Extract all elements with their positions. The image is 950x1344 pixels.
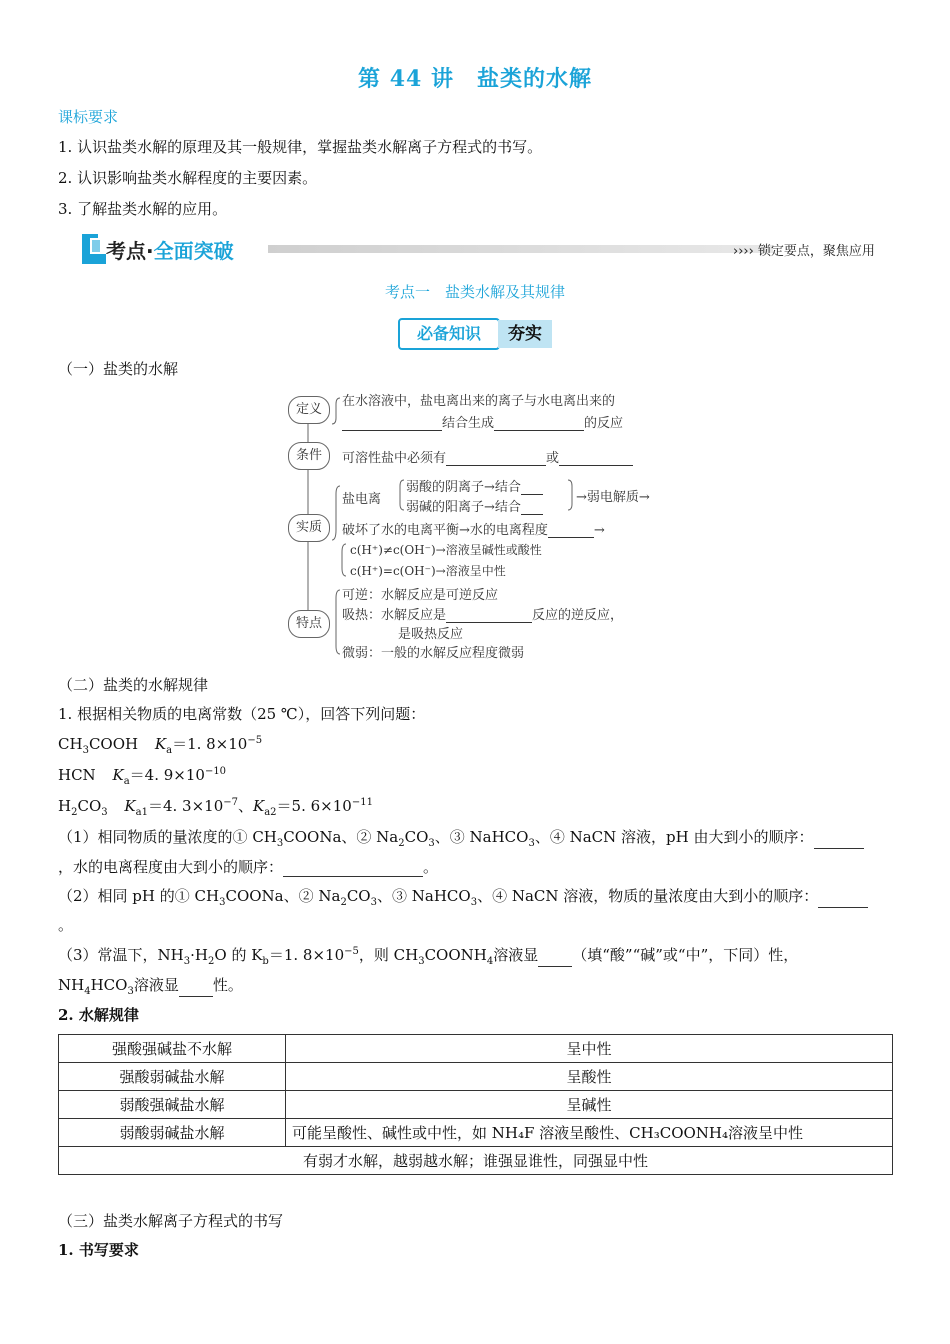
kaodian-title: 考点一 盐类水解及其规律 [384,283,565,301]
feature-2-cont: 是吸热反应 [398,627,464,642]
table-row [59,1035,893,1063]
definition-line-2: 结合生成 的反应 [342,412,623,431]
question-1-cont: ，水的电离程度由大到小的顺序： 。 [58,858,439,876]
condition-line: 可溶性盐中必须有 或 [342,447,633,466]
table-row [59,1091,893,1119]
banner-label-a: 考点 [106,239,146,263]
node-feature: 特点 [288,610,330,638]
requirement-item: 1. 认识盐类水解的原理及其一般规律，掌握盐类水解离子方程式的书写。 [58,138,543,156]
table-row [59,1147,893,1175]
definition-line-1: 在水溶液中，盐电离出来的离子与水电离出来的 [342,394,616,409]
table-row [59,1063,893,1091]
question-3: （3）常温下，$NH_3\cdot H_2O$ 的 $K_b=1$. $8\times 10^{-5}$，则 $CH_3COONH_4$溶液显 （填“酸”“碱”或“中”，下同）性， [58,946,799,967]
essence-weak-acid: 弱酸的阴离子→结合 [406,476,543,495]
hydrolysis-rules-table [58,1034,893,1175]
table-cell: 呈中性 [286,1035,893,1063]
section-banner [78,232,878,270]
table-cell: 强酸弱碱盐水解 [59,1063,286,1091]
badge-left: 必备知识 [398,318,500,350]
table-cell: 呈碱性 [286,1091,893,1119]
table-cell: 呈酸性 [286,1063,893,1091]
banner-slogan: ›››› 锁定要点，聚焦应用 [733,244,875,259]
fill-blank[interactable] [494,416,584,431]
badge-right: 夯实 [498,320,552,348]
table-row [59,1119,893,1147]
question-1: （1）相同物质的量浓度的① $CH_3COONa$、② $Na_2CO_3$、③ NaHCO$_3$、④ NaCN 溶液，pH 由大到小的顺序： [58,826,864,849]
requirement-item: 3. 了解盐类水解的应用。 [58,200,228,218]
hydrolysis-concept-diagram [280,384,680,664]
question-2: （2）相同 pH 的① $CH_3COONa$、② $Na_2CO_3$、③ NaHCO$_3$、④ NaCN 溶液，物质的量浓度由大到小的顺序： [58,885,868,908]
banner-divider [268,245,773,253]
rules-heading: 2. 水解规律 [58,1006,139,1024]
table-cell: 强酸强碱盐不水解 [59,1035,286,1063]
node-definition: 定义 [288,396,330,424]
feature-2: 吸热：水解反应是 反应的逆反应， [342,608,624,623]
essence-c2: c(H⁺)=c(OH⁻)→溶液呈中性 [350,564,506,578]
requirement-item: 2. 认识影响盐类水解程度的主要因素。 [58,169,318,187]
question-3-cont: $NH_4HCO_3$溶液显 性。 [58,976,243,997]
fill-blank[interactable] [446,608,532,623]
fill-blank[interactable] [818,893,868,908]
fill-blank[interactable] [521,500,543,515]
banner-label [106,235,234,264]
fill-blank[interactable] [521,480,543,495]
fill-blank[interactable] [283,862,423,877]
essence-weak-electrolyte: →弱电解质→ [576,490,650,505]
fill-blank[interactable] [814,834,864,849]
fill-blank[interactable] [538,952,572,967]
node-condition: 条件 [288,442,330,470]
fill-blank[interactable] [342,416,442,431]
feature-1: 可逆：水解反应是可逆反应 [342,588,499,603]
fill-blank[interactable] [179,982,213,997]
requirements-heading: 课标要求 [58,108,119,126]
table-cell: 弱酸弱碱盐水解 [59,1119,286,1147]
question-2-cont: 。 [58,916,74,934]
sub-heading: 1. 书写要求 [58,1241,139,1259]
feature-3: 微弱：一般的水解反应程度微弱 [342,646,525,661]
essence-ionize: 盐电离 [342,492,382,507]
table-cell: 弱酸强碱盐水解 [59,1091,286,1119]
essence-weak-base: 弱碱的阳离子→结合 [406,496,543,515]
section-heading: （一）盐类的水解 [58,360,179,378]
essence-c1: c(H⁺)≠c(OH⁻)→溶液呈碱性或酸性 [350,543,542,557]
node-essence: 实质 [288,514,330,542]
essence-break: 破坏了水的电离平衡→水的电离程度 → [342,523,605,538]
constant-hcn: HCN $K_a=4$. $9\times 10^{-10}$ [58,766,227,787]
fill-blank[interactable] [446,451,546,466]
page-title: 第 44 讲 盐类的水解 [358,66,592,92]
fill-blank[interactable] [559,451,633,466]
section-heading: （三）盐类水解离子方程式的书写 [58,1212,284,1230]
banner-dot: · [146,239,154,263]
constant-ch3cooh: $CH_3COOH$ $K_a=1$. $8\times 10^{-5}$ [58,735,263,756]
banner-label-b: 全面突破 [153,239,234,263]
table-footer-cell: 有弱才水解，越弱越水解；谁强显谁性，同强显中性 [59,1147,893,1175]
table-cell: 可能呈酸性、碱性或中性，如 NH₄F 溶液呈酸性、CH₃COONH₄溶液呈中性 [286,1119,893,1147]
constant-h2co3: $H_2CO_3$ $K_{a1}=4$. $3\times 10^{-7}$、$K_{a2}=5$. $6\times 10^{-11}$ [58,797,373,818]
fill-blank[interactable] [548,523,594,538]
section-heading: （二）盐类的水解规律 [58,676,209,694]
question-intro: 1. 根据相关物质的电离常数（25 ℃），回答下列问题： [58,705,426,723]
